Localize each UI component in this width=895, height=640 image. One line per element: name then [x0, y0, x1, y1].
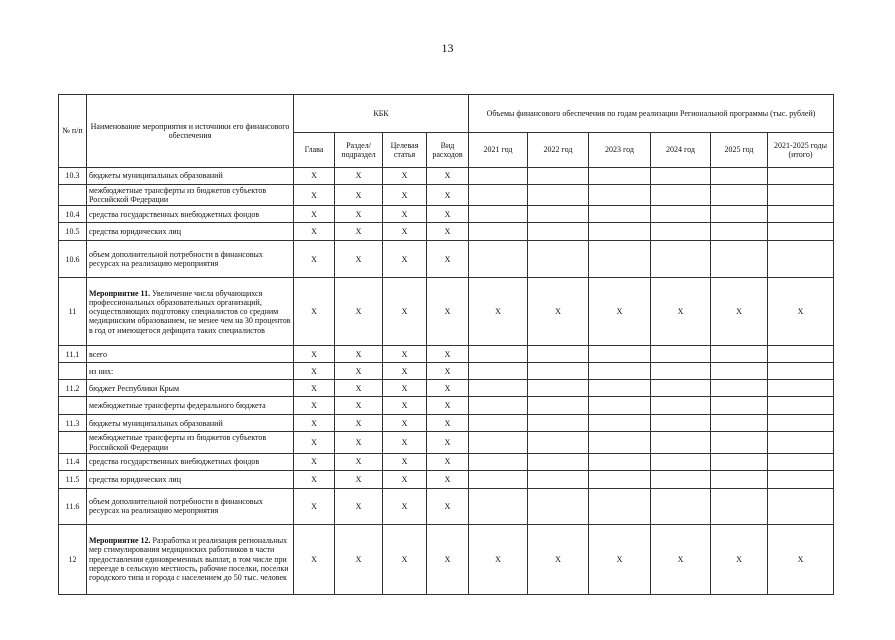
header-year-col: 2021 год	[469, 133, 528, 168]
kbk-cell: X	[294, 432, 335, 453]
year-cell	[469, 346, 528, 363]
kbk-cell: X	[294, 453, 335, 470]
kbk-cell: X	[335, 432, 383, 453]
kbk-cell: X	[427, 168, 469, 185]
year-cell	[528, 380, 589, 397]
year-cell	[469, 380, 528, 397]
row-name: средства юридических лиц	[87, 223, 294, 241]
row-name: межбюджетные трансферты из бюджетов субъектов Российской Федерации	[87, 185, 294, 206]
kbk-cell: X	[294, 470, 335, 488]
kbk-cell: X	[335, 241, 383, 278]
year-cell	[528, 470, 589, 488]
year-cell	[651, 168, 711, 185]
header-year-col: 2024 год	[651, 133, 711, 168]
year-cell	[469, 470, 528, 488]
kbk-cell: X	[335, 206, 383, 223]
kbk-cell: X	[383, 185, 427, 206]
kbk-cell: X	[383, 380, 427, 397]
header-year-col: 2021-2025 годы (итого)	[768, 133, 834, 168]
year-cell	[711, 168, 768, 185]
header-kbk-col: Целевая статья	[383, 133, 427, 168]
year-cell	[711, 415, 768, 432]
year-cell	[528, 397, 589, 415]
row-name	[87, 278, 294, 346]
program-table	[58, 94, 834, 595]
year-cell	[528, 241, 589, 278]
year-cell	[768, 488, 834, 524]
year-cell: X	[589, 278, 651, 346]
kbk-cell: X	[294, 185, 335, 206]
year-cell	[528, 346, 589, 363]
kbk-cell: X	[294, 488, 335, 524]
year-cell	[589, 488, 651, 524]
table-row	[59, 397, 834, 415]
year-cell	[469, 223, 528, 241]
year-cell: X	[589, 524, 651, 594]
year-cell	[768, 223, 834, 241]
kbk-cell: X	[427, 185, 469, 206]
year-cell: X	[469, 524, 528, 594]
kbk-cell: X	[335, 488, 383, 524]
row-number: 11.1	[59, 346, 87, 363]
row-number: 11.6	[59, 488, 87, 524]
header-name: Наименование мероприятия и источники его финансового обеспечения	[87, 95, 294, 168]
year-cell	[589, 185, 651, 206]
kbk-cell: X	[383, 363, 427, 380]
header-year-col: 2025 год	[711, 133, 768, 168]
year-cell	[528, 185, 589, 206]
kbk-cell: X	[335, 453, 383, 470]
year-cell	[589, 415, 651, 432]
year-cell	[651, 415, 711, 432]
row-name: бюджет Республики Крым	[87, 380, 294, 397]
year-cell	[589, 168, 651, 185]
year-cell	[469, 241, 528, 278]
table-row	[59, 524, 834, 594]
year-cell: X	[469, 278, 528, 346]
row-number	[59, 432, 87, 453]
table-row	[59, 346, 834, 363]
header-number: № п/п	[59, 95, 87, 168]
year-cell	[469, 488, 528, 524]
header-volumes: Объемы финансового обеспечения по годам реализации Региональной программы (тыс. рублей)	[469, 95, 834, 133]
row-name: бюджеты муниципальных образований	[87, 168, 294, 185]
row-number: 11.2	[59, 380, 87, 397]
row-name: средства государственных внебюджетных фондов	[87, 453, 294, 470]
year-cell: X	[768, 524, 834, 594]
year-cell	[528, 363, 589, 380]
row-number	[59, 185, 87, 206]
row-name: средства юридических лиц	[87, 470, 294, 488]
table-row	[59, 223, 834, 241]
measure-description: Увеличение числа обучающихся профессиональных образовательных организаций, осуществляющих подготовку специалистов со средним медицинским образованием, не менее чем на 30 процентов в год от имеющегося дефицита таких специалистов	[89, 288, 291, 335]
year-cell	[528, 432, 589, 453]
year-cell	[711, 397, 768, 415]
kbk-cell: X	[294, 223, 335, 241]
year-cell	[589, 206, 651, 223]
row-name: бюджеты муниципальных образований	[87, 415, 294, 432]
year-cell	[768, 415, 834, 432]
kbk-cell: X	[427, 346, 469, 363]
kbk-cell: X	[427, 470, 469, 488]
kbk-cell: X	[427, 453, 469, 470]
kbk-cell: X	[335, 223, 383, 241]
row-number: 10.4	[59, 206, 87, 223]
year-cell	[589, 241, 651, 278]
table-row	[59, 470, 834, 488]
table-row	[59, 363, 834, 380]
kbk-cell: X	[383, 278, 427, 346]
year-cell	[589, 397, 651, 415]
year-cell	[768, 206, 834, 223]
kbk-cell: X	[294, 363, 335, 380]
year-cell	[651, 223, 711, 241]
table-row	[59, 185, 834, 206]
row-number	[59, 363, 87, 380]
year-cell	[768, 470, 834, 488]
year-cell	[469, 206, 528, 223]
row-name: средства государственных внебюджетных фондов	[87, 206, 294, 223]
year-cell	[589, 453, 651, 470]
row-number: 11.5	[59, 470, 87, 488]
year-cell	[711, 346, 768, 363]
year-cell	[768, 380, 834, 397]
year-cell: X	[711, 278, 768, 346]
kbk-cell: X	[427, 397, 469, 415]
kbk-cell: X	[383, 223, 427, 241]
kbk-cell: X	[383, 415, 427, 432]
year-cell	[651, 453, 711, 470]
kbk-cell: X	[383, 488, 427, 524]
year-cell	[528, 168, 589, 185]
kbk-cell: X	[294, 397, 335, 415]
year-cell	[651, 397, 711, 415]
year-cell	[651, 363, 711, 380]
year-cell	[651, 185, 711, 206]
year-cell	[768, 397, 834, 415]
table-row	[59, 380, 834, 397]
kbk-cell: X	[427, 380, 469, 397]
kbk-cell: X	[427, 488, 469, 524]
row-name: всего	[87, 346, 294, 363]
table-row	[59, 206, 834, 223]
header-kbk: КБК	[294, 95, 469, 133]
row-number: 12	[59, 524, 87, 594]
table-row	[59, 278, 834, 346]
kbk-cell: X	[383, 241, 427, 278]
year-cell	[711, 488, 768, 524]
kbk-cell: X	[335, 415, 383, 432]
table-row	[59, 241, 834, 278]
kbk-cell: X	[335, 470, 383, 488]
year-cell	[711, 432, 768, 453]
year-cell	[589, 223, 651, 241]
page-number: 13	[441, 41, 454, 55]
table-row	[59, 432, 834, 453]
year-cell	[528, 206, 589, 223]
kbk-cell: X	[335, 278, 383, 346]
year-cell: X	[768, 278, 834, 346]
table-body	[59, 168, 834, 595]
table-row	[59, 415, 834, 432]
year-cell	[469, 453, 528, 470]
kbk-cell: X	[383, 470, 427, 488]
year-cell	[589, 380, 651, 397]
kbk-cell: X	[335, 397, 383, 415]
year-cell: X	[651, 524, 711, 594]
measure-title: Мероприятие 11.	[89, 288, 151, 298]
row-name: межбюджетные трансферты федерального бюджета	[87, 397, 294, 415]
row-number: 10.5	[59, 223, 87, 241]
table-row	[59, 453, 834, 470]
row-number: 11	[59, 278, 87, 346]
header-kbk-col: Глава	[294, 133, 335, 168]
row-name: из них:	[87, 363, 294, 380]
year-cell	[711, 206, 768, 223]
year-cell	[589, 363, 651, 380]
kbk-cell: X	[294, 168, 335, 185]
measure-title: Мероприятие 12.	[89, 536, 151, 546]
kbk-cell: X	[427, 432, 469, 453]
year-cell	[711, 470, 768, 488]
row-name: объем дополнительной потребности в финансовых ресурсах на реализацию мероприятия	[87, 241, 294, 278]
kbk-cell: X	[427, 206, 469, 223]
kbk-cell: X	[294, 241, 335, 278]
kbk-cell: X	[427, 241, 469, 278]
kbk-cell: X	[335, 524, 383, 594]
year-cell	[768, 185, 834, 206]
year-cell: X	[528, 278, 589, 346]
kbk-cell: X	[335, 346, 383, 363]
year-cell	[469, 168, 528, 185]
row-number: 11.3	[59, 415, 87, 432]
year-cell	[589, 346, 651, 363]
year-cell	[651, 432, 711, 453]
year-cell	[651, 380, 711, 397]
year-cell	[711, 380, 768, 397]
table-row	[59, 168, 834, 185]
kbk-cell: X	[427, 363, 469, 380]
year-cell: X	[528, 524, 589, 594]
kbk-cell: X	[294, 278, 335, 346]
year-cell	[711, 453, 768, 470]
row-name: межбюджетные трансферты из бюджетов субъектов Российской Федерации	[87, 432, 294, 453]
kbk-cell: X	[383, 453, 427, 470]
kbk-cell: X	[335, 363, 383, 380]
kbk-cell: X	[335, 380, 383, 397]
year-cell	[768, 363, 834, 380]
year-cell	[469, 432, 528, 453]
year-cell	[469, 397, 528, 415]
measure-description: Разработка и реализация региональных мер стимулирования медицинских работников в части предоставления единовременных выплат, в том числе при переезде в сельскую местность, рабочие поселки, поселки городского типа и города с населением до 50 тыс. человек	[89, 536, 289, 583]
kbk-cell: X	[294, 415, 335, 432]
year-cell	[711, 185, 768, 206]
kbk-cell: X	[427, 278, 469, 346]
kbk-cell: X	[383, 397, 427, 415]
row-number: 10.6	[59, 241, 87, 278]
year-cell	[651, 488, 711, 524]
kbk-cell: X	[294, 524, 335, 594]
kbk-cell: X	[427, 223, 469, 241]
kbk-cell: X	[335, 168, 383, 185]
year-cell	[711, 223, 768, 241]
kbk-cell: X	[383, 168, 427, 185]
header-kbk-col: Вид расходов	[427, 133, 469, 168]
year-cell	[651, 241, 711, 278]
year-cell: X	[711, 524, 768, 594]
year-cell	[711, 363, 768, 380]
kbk-cell: X	[383, 432, 427, 453]
year-cell	[768, 453, 834, 470]
kbk-cell: X	[383, 524, 427, 594]
table-row	[59, 488, 834, 524]
year-cell	[528, 488, 589, 524]
year-cell	[768, 168, 834, 185]
year-cell	[768, 241, 834, 278]
row-number	[59, 397, 87, 415]
kbk-cell: X	[383, 206, 427, 223]
year-cell	[589, 470, 651, 488]
year-cell	[528, 223, 589, 241]
header-year-col: 2023 год	[589, 133, 651, 168]
year-cell	[651, 470, 711, 488]
year-cell	[651, 206, 711, 223]
year-cell	[528, 415, 589, 432]
kbk-cell: X	[294, 380, 335, 397]
kbk-cell: X	[294, 346, 335, 363]
year-cell	[589, 432, 651, 453]
kbk-cell: X	[294, 206, 335, 223]
year-cell	[768, 432, 834, 453]
kbk-cell: X	[427, 524, 469, 594]
year-cell	[469, 185, 528, 206]
year-cell	[768, 346, 834, 363]
kbk-cell: X	[427, 415, 469, 432]
row-number: 10.3	[59, 168, 87, 185]
header-kbk-col: Раздел/ подраздел	[335, 133, 383, 168]
row-name	[87, 524, 294, 594]
year-cell: X	[651, 278, 711, 346]
row-name: объем дополнительной потребности в финансовых ресурсах на реализацию мероприятия	[87, 488, 294, 524]
year-cell	[469, 363, 528, 380]
year-cell	[469, 415, 528, 432]
kbk-cell: X	[335, 185, 383, 206]
year-cell	[711, 241, 768, 278]
year-cell	[651, 346, 711, 363]
row-number: 11.4	[59, 453, 87, 470]
kbk-cell: X	[383, 346, 427, 363]
header-year-col: 2022 год	[528, 133, 589, 168]
year-cell	[528, 453, 589, 470]
